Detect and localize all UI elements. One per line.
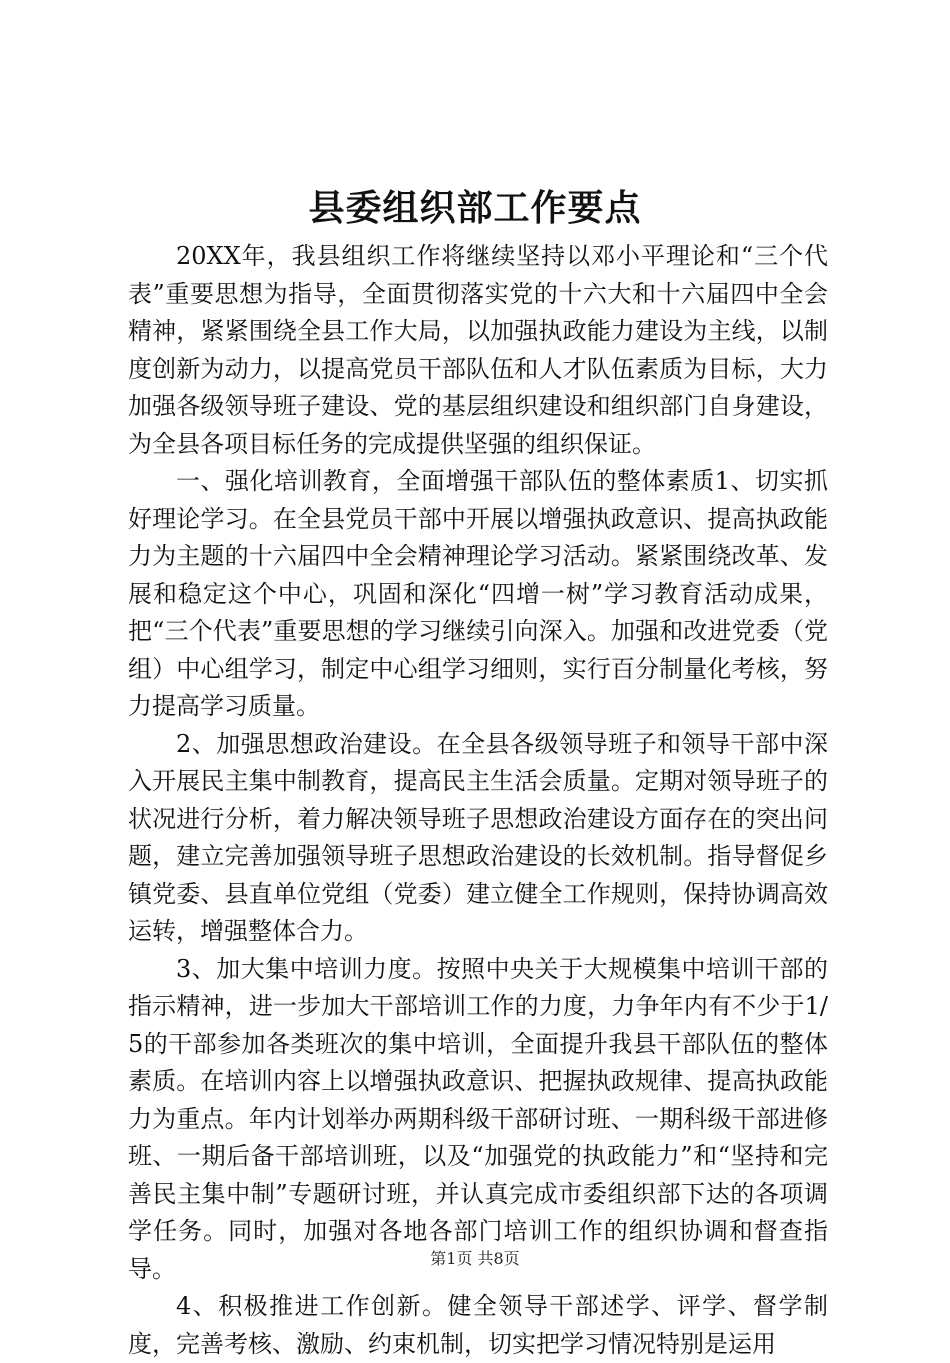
document-title: 县委组织部工作要点 (308, 187, 642, 229)
paragraph-section-4: 4、积极推进工作创新。健全领导干部述学、评学、督学制度，完善考核、激励、约束机制，切实把学习情况特别是运用 (128, 1292, 828, 1358)
paragraph-section-1: 一、强化培训教育，全面增强干部队伍的整体素质1、切实抓好理论学习。在全县党员干部中开展以增强执政意识、提高执政能力为主题的十六届四中全会精神理论学习活动。紧紧围绕改革、发展和稳定这个中心，巩固和深化“四增一树”学习教育活动成果，把“三个代表”重要思想的学习继续引向深入。加强和改进党委（党组）中心组学习，制定中心组学习细则，实行百分制量化考核，努力提高学习质量。 (128, 467, 828, 720)
paragraph-intro: 20XX年，我县组织工作将继续坚持以邓小平理论和“三个代表”重要思想为指导，全面贯彻落实党的十六大和十六届四中全会精神，紧紧围绕全县工作大局，以加强执政能力建设为主线，以制度创新为动力，以提高党员干部队伍和人才队伍素质为目标，大力加强各级领导班子建设、党的基层组织建设和组织部门自身建设，为全县各项目标任务的完成提供坚强的组织保证。 (128, 242, 828, 458)
paragraph-section-2: 2、加强思想政治建设。在全县各级领导班子和领导干部中深入开展民主集中制教育，提高民主生活会质量。定期对领导班子的状况进行分析，着力解决领导班子思想政治建设方面存在的突出问题，建立完善加强领导班子思想政治建设的长效机制。指导督促乡镇党委、县直单位党组（党委）建立健全工作规则，保持协调高效运转，增强整体合力。 (128, 729, 828, 945)
document-body (128, 238, 828, 1363)
page-number-footer: 第1页 共8页 (430, 1249, 520, 1268)
paragraph-section-3: 3、加大集中培训力度。按照中央关于大规模集中培训干部的指示精神，进一步加大干部培训工作的力度，力争年内有不少于1/5的干部参加各类班次的集中培训，全面提升我县干部队伍的整体素质。在培训内容上以增强执政意识、把握执政规律、提高执政能力为重点。年内计划举办两期科级干部研讨班、一期科级干部进修班、一期后备干部培训班，以及“加强党的执政能力”和“坚持和完善民主集中制”专题研讨班，并认真完成市委组织部下达的各项调学任务。同时，加强对各地各部门培训工作的组织协调和督查指导。 (128, 954, 828, 1283)
